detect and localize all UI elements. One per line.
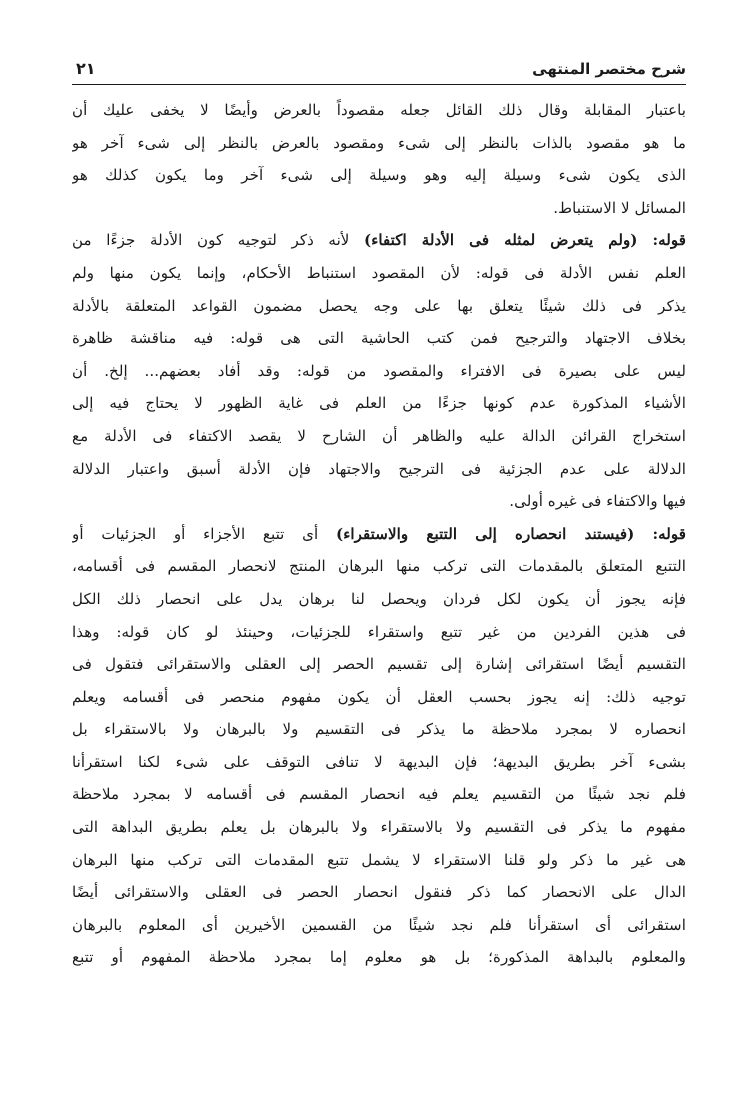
text-line — [72, 387, 686, 420]
page-number: ٢١ — [76, 59, 96, 78]
text-line — [72, 909, 686, 942]
running-title: شرح مختصر المنتهى — [532, 60, 686, 78]
line-text: فلم نجد شيئًا من التقسيم يعلم فيه انحصار المقسم فى أقسامه لا بمجرد ملاحظة — [72, 785, 686, 804]
line-text: الذى يكون شىء وسيلة إليه وهو وسيلة إلى شىء آخر وما يكون كذلك هو — [72, 166, 686, 185]
text-line — [72, 811, 686, 844]
line-text: المسائل لا الاستنباط. — [553, 198, 686, 217]
text-line — [72, 550, 686, 583]
page-header — [72, 54, 686, 85]
text-line — [72, 322, 686, 355]
line-text: استقرائى أى استقرأنا فلم نجد شيئًا من القسمين الأخيرين أى المعلوم بالبرهان — [72, 915, 686, 934]
text-line — [72, 778, 686, 811]
line-text: العلم نفس الأدلة فى قوله: لأن المقصود استنباط الأحكام، وإنما يكون منها ولم — [72, 263, 686, 282]
line-text: الدال على الانحصار كما ذكر فنقول انحصار الحصر فى العقلى والاستقرائى أيضًا — [72, 883, 686, 902]
line-text: باعتبار المقابلة وقال ذلك القائل جعله مقصوداً بالعرض وأيضًا لا يخفى عليك أن — [72, 101, 686, 119]
commentary-lemma: قوله: (فيستند انحصاره إلى التتبع والاستقراء) — [336, 524, 686, 543]
line-text: توجيه ذلك: إنه يجوز بحسب العقل أن يكون مفهوم منحصر فى أقسامه ويعلم — [72, 687, 686, 706]
line-text: بشىء آخر بطريق البديهة؛ فإن البديهة لا تنافى التوقف على شىء لكنا استقرأنا — [72, 752, 686, 771]
text-line — [72, 648, 686, 681]
line-text: بخلاف الاجتهاد والترجيح فمن كتب الحاشية التى هى قوله: فيه مناقشة ظاهرة — [72, 329, 686, 348]
text-line — [72, 518, 686, 551]
line-text: فيها والاكتفاء فى غيره أولى. — [509, 492, 686, 511]
text-line — [72, 583, 686, 616]
line-text: مفهوم ما يذكر فى التقسيم ولا بالاستقراء ولا بالبرهان بل يعلم بطريق البداهة التى — [72, 818, 686, 837]
line-text: أى تتبع الأجزاء أو الجزئيات أو — [72, 524, 337, 543]
text-line — [72, 746, 686, 779]
body-text — [72, 94, 686, 974]
commentary-lemma: قوله: (ولم يتعرض لمثله فى الأدلة اكتفاء) — [364, 231, 686, 250]
line-text: لأنه ذكر لتوجيه كون الأدلة جزءًا من — [72, 231, 365, 250]
text-line — [72, 257, 686, 290]
text-line — [72, 94, 686, 127]
line-text: هى غير ما ذكر ولو قلنا الاستقراء لا يشمل تتبع المقدمات التى تركب منها البرهان — [72, 850, 686, 869]
line-text: والمعلوم بالبداهة المذكورة؛ بل هو معلوم إما بمجرد ملاحظة المفهوم أو تتبع — [72, 948, 686, 967]
text-line — [72, 159, 686, 192]
text-line — [72, 420, 686, 453]
line-text: التتبع المتعلق بالمقدمات التى تركب منها البرهان المنتج لانحصار المقسم فى أقسامه، — [72, 557, 686, 576]
text-line — [72, 616, 686, 649]
line-text: الدلالة على عدم الجزئية فى الترجيح والاجتهاد فإن الأدلة أسبق واعتبار الدلالة — [72, 459, 686, 478]
line-text: التقسيم أيضًا استقرائى إشارة إلى تقسيم الحصر إلى العقلى والاستقرائى فتقول فى — [72, 655, 686, 674]
line-text: استخراج القرائن الدالة عليه والظاهر أن الشارح لا يقصد الاكتفاء فى الأدلة مع — [72, 426, 686, 445]
line-text: ليس على بصيرة فى الافتراء والمقصود من قوله: وقد أفاد بعضهم... إلخ. أن — [72, 361, 686, 380]
text-line — [72, 224, 686, 257]
text-line — [72, 844, 686, 877]
text-line — [72, 713, 686, 746]
line-text: ما هو مقصود بالذات بالنظر إلى شىء ومقصود بالعرض بالنظر إلى شىء آخر هو — [72, 133, 686, 152]
text-line — [72, 876, 686, 909]
text-line — [72, 485, 686, 518]
line-text: الأشياء المذكورة عدم كونها جزءًا من العلم فى غاية الظهور لا يحتاج فيه إلى — [72, 394, 686, 413]
text-line — [72, 355, 686, 388]
text-line — [72, 453, 686, 486]
text-line — [72, 941, 686, 974]
text-line — [72, 290, 686, 323]
text-line — [72, 192, 686, 225]
line-text: فإنه يجوز أن يكون لكل فردان ويحصل لنا برهان يدل على انحصار ذلك الكل — [72, 589, 686, 608]
line-text: يذكر فى ذلك شيئًا يتعلق بها على وجه يحصل مضمون القواعد المتعلقة بالأدلة — [72, 296, 686, 315]
text-line — [72, 681, 686, 714]
text-line — [72, 127, 686, 160]
line-text: انحصاره لا بمجرد ملاحظة ما يذكر فى التقسيم ولا بالبرهان ولا بالاستقراء بل — [72, 720, 686, 739]
line-text: فى هذين الفردين من غير تتبع واستقراء للجزئيات، وحينئذ لو كان قوله: وهذا — [72, 622, 686, 641]
